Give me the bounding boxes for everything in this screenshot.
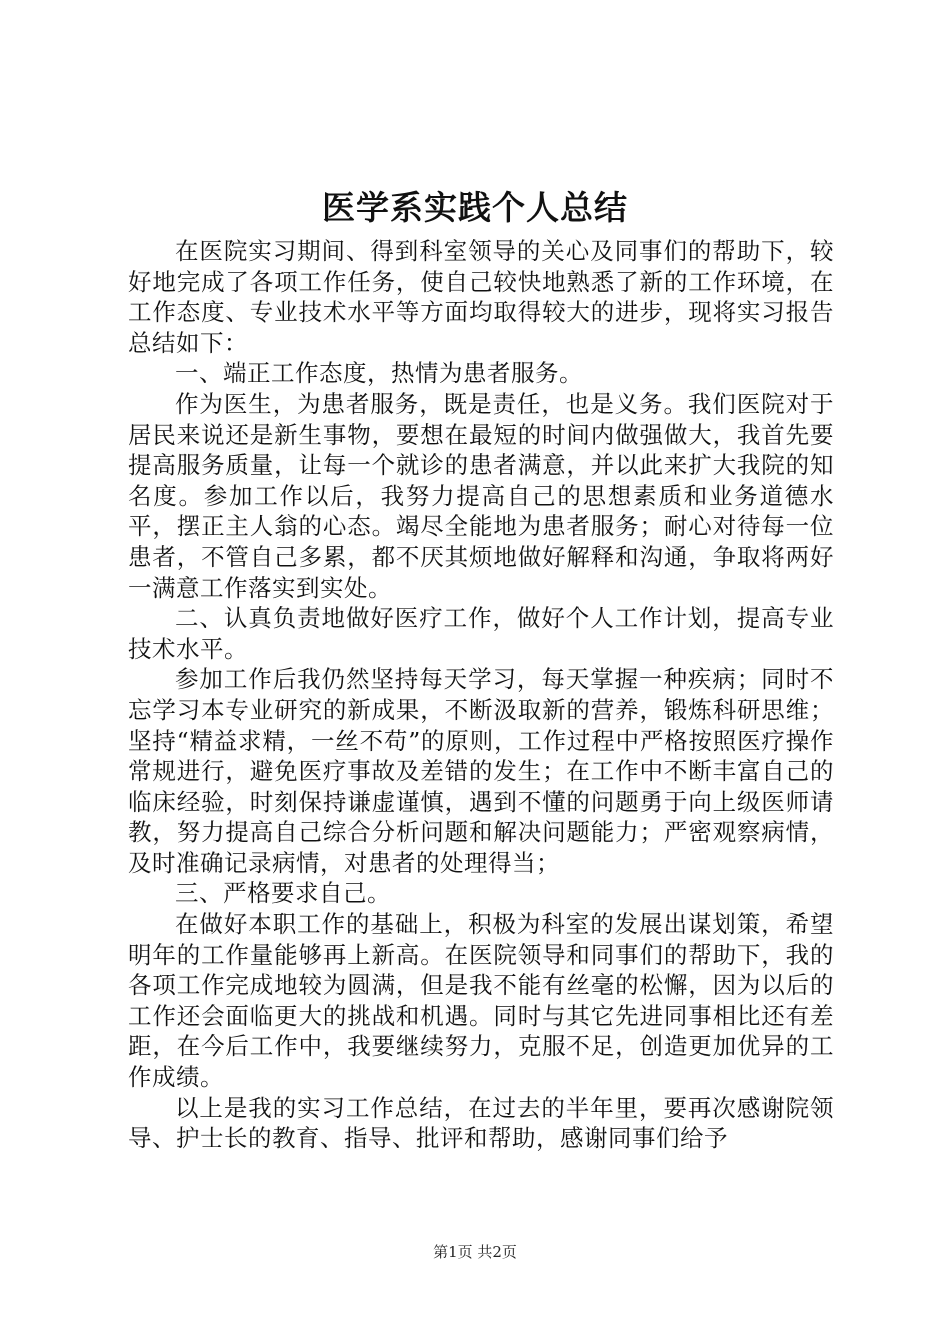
- paragraph-section-3: 在做好本职工作的基础上，积极为科室的发展出谋划策，希望明年的工作量能够再上新高。在医院领导和同事们的帮助下，我的各项工作完成地较为圆满，但是我不能有丝毫的松懈，因为以后的工作还会面临更大的挑战和机遇。同时与其它先进同事相比还有差距，在今后工作中，我要继续努力，克服不足，创造更加优异的工作成绩。: [128, 910, 834, 1092]
- section-heading-2: 二、认真负责地做好医疗工作，做好个人工作计划，提高专业技术水平。: [128, 604, 834, 663]
- document-body: [128, 236, 834, 1154]
- page-number-footer: 第1页 共2页: [433, 1243, 517, 1261]
- paragraph-section-1: 作为医生，为患者服务，既是责任，也是义务。我们医院对于居民来说还是新生事物，要想在最短的时间内做强做大，我首先要提高服务质量，让每一个就诊的患者满意，并以此来扩大我院的知名度。参加工作以后，我努力提高自己的思想素质和业务道德水平，摆正主人翁的心态。竭尽全能地为患者服务；耐心对待每一位患者，不管自己多累，都不厌其烦地做好解释和沟通，争取将两好一满意工作落实到实处。: [128, 389, 834, 602]
- paragraph-closing: 以上是我的实习工作总结，在过去的半年里，要再次感谢院领导、护士长的教育、指导、批评和帮助，感谢同事们给予: [128, 1093, 834, 1153]
- section-heading-1: 一、端正工作态度，热情为患者服务。: [175, 359, 583, 388]
- paragraph-section-2: 参加工作后我仍然坚持每天学习，每天掌握一种疾病；同时不忘学习本专业研究的新成果，不断汲取新的营养，锻炼科研思维；坚持“精益求精，一丝不苟”的原则，工作过程中严格按照医疗操作常规进行，避免医疗事故及差错的发生；在工作中不断丰富自己的临床经验，时刻保持谦虚谨慎，遇到不懂的问题勇于向上级医师请教，努力提高自己综合分析问题和解决问题能力；严密观察病情，及时准确记录病情，对患者的处理得当；: [128, 665, 834, 877]
- paragraph-intro: 在医院实习期间、得到科室领导的关心及同事们的帮助下，较好地完成了各项工作任务，使自己较快地熟悉了新的工作环境，在工作态度、专业技术水平等方面均取得较大的进步，现将实习报告总结如下：: [128, 237, 834, 357]
- section-heading-3: 三、严格要求自己。: [175, 879, 391, 908]
- page-title: 医学系实践个人总结: [322, 188, 628, 227]
